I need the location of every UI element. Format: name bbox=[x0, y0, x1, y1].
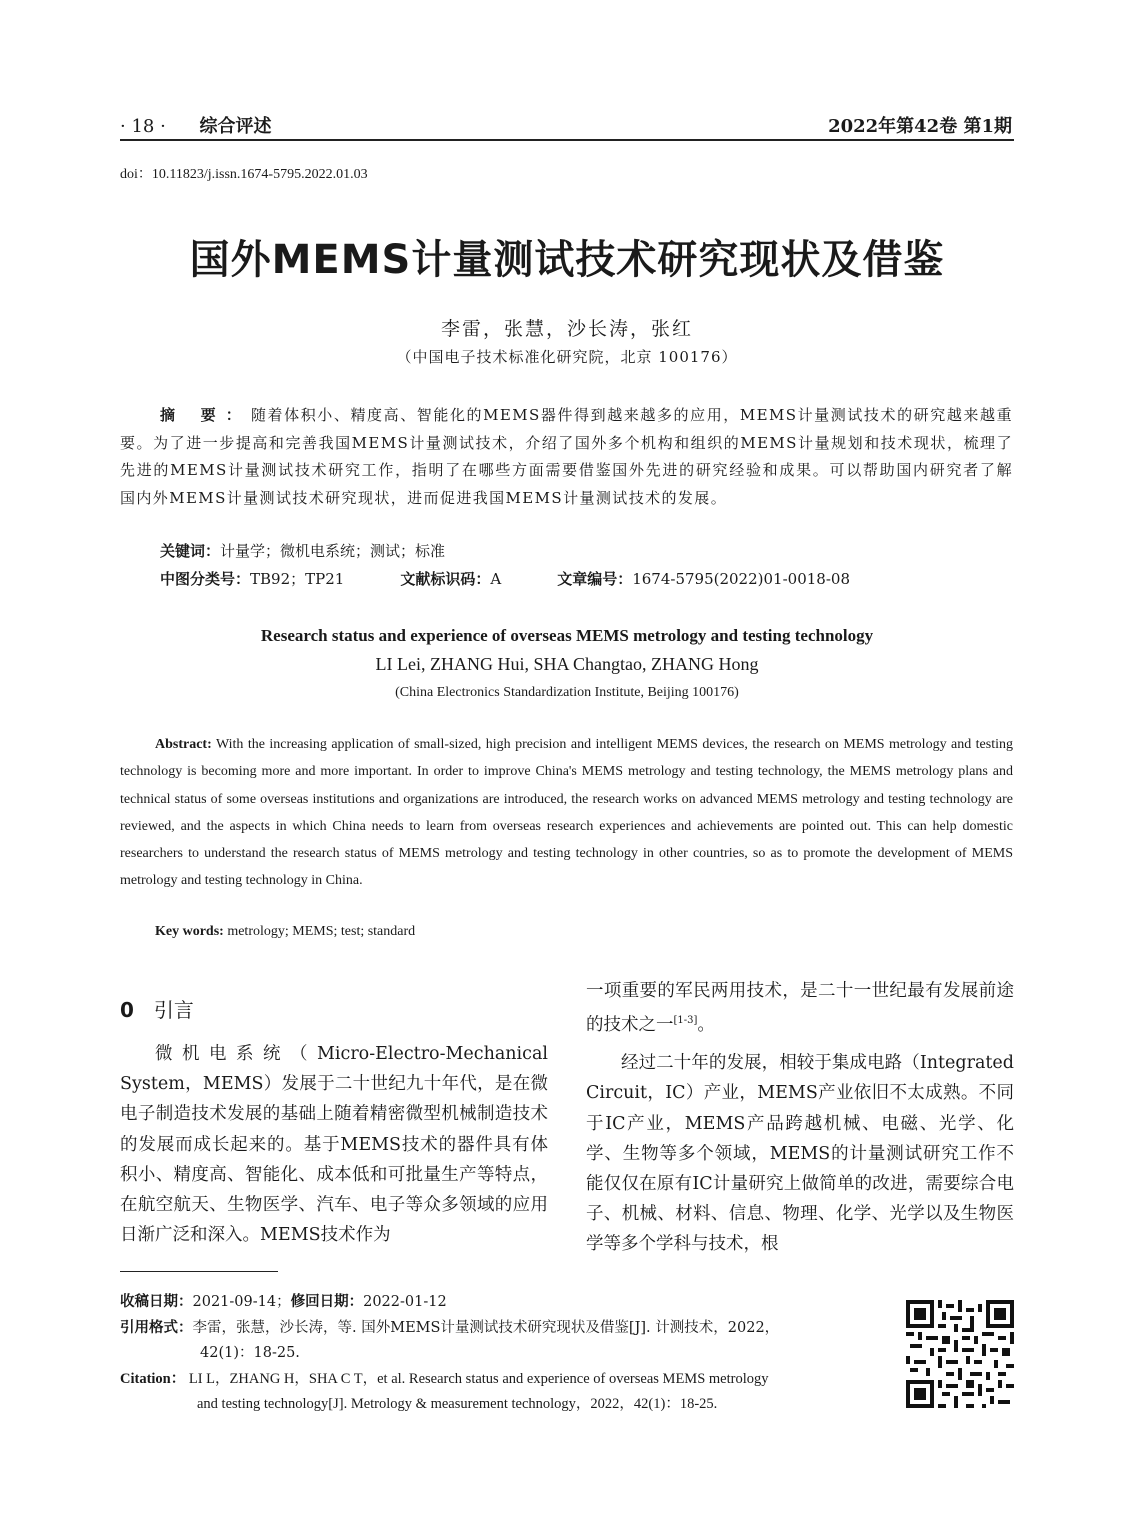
page-number: · 18 · bbox=[120, 116, 166, 137]
authors-cn: 李雷，张慧，沙长涛，张红 bbox=[440, 318, 693, 340]
article-no-value: 1674-5795(2022)01-0018-08 bbox=[632, 570, 850, 588]
keywords-en-text: metrology; MEMS; test; standard bbox=[227, 924, 416, 939]
issue-info: 2022年第42卷 第1期 bbox=[828, 116, 1012, 137]
clc-label: 中图分类号： bbox=[160, 570, 251, 588]
citation-ref[interactable]: [1-3] bbox=[673, 1015, 698, 1027]
authors-en: LI Lei, ZHANG Hui, SHA Changtao, ZHANG Hong bbox=[375, 654, 759, 674]
article-no-label: 文章编号： bbox=[557, 570, 633, 588]
citation-cn-row-2: 42(1)：18-25. bbox=[200, 1345, 300, 1361]
classification-row bbox=[160, 568, 850, 589]
doc-code-value: A bbox=[490, 570, 502, 588]
footnote-rule bbox=[120, 1271, 278, 1272]
keywords-cn-label: 关键词： bbox=[160, 542, 221, 560]
section-title: 引言 bbox=[153, 998, 194, 1022]
section-number: 0 bbox=[120, 998, 134, 1022]
abstract-en bbox=[120, 731, 1013, 895]
keywords-cn bbox=[160, 540, 445, 561]
keywords-cn-text: 计量学；微机电系统；测试；标准 bbox=[220, 542, 446, 560]
intro-paragraph-1: 微机电系统（Micro-Electro-Mechanical System，MEMS）发展于二十世纪九十年代，是在微电子制造技术发展的基础上随着精密微型机械制造技术的发展而成长起来的。基于MEMS技术的器件具有体积小、精度高、智能化、成本低和可批量生产等特点，在航空航天、生物医学、汽车、电子等众多领域的应用日渐广泛和深入。MEMS技术作为 bbox=[120, 1044, 548, 1246]
keywords-en bbox=[155, 924, 415, 940]
affiliation-cn: （中国电子技术标准化研究院，北京 100176） bbox=[396, 348, 738, 366]
section-heading bbox=[120, 994, 194, 1023]
abstract-en-label: Abstract: bbox=[155, 737, 212, 752]
qr-code-icon[interactable] bbox=[906, 1300, 1014, 1408]
affiliation-en: (China Electronics Standardization Institute, Beijing 100176) bbox=[395, 685, 739, 700]
citation-cn-row: 引用格式：李雷，张慧，沙长涛，等. 国外MEMS计量测试技术研究现状及借鉴[J]. 计测技术，2022， bbox=[120, 1319, 780, 1336]
header-rule bbox=[120, 139, 1014, 141]
section-name: 综合评述 bbox=[199, 116, 272, 137]
doi[interactable]: doi：10.11823/j.issn.1674-5795.2022.01.03 bbox=[120, 167, 368, 182]
abstract-cn bbox=[120, 402, 1013, 512]
abstract-cn-text: 随着体积小、精度高、智能化的MEMS器件得到越来越多的应用，MEMS计量测试技术的研究越来越重要。为了进一步提高和完善我国MEMS计量测试技术，介绍了国外多个机构和组织的MEMS计量规划和技术现状，梳理了先进的MEMS计量测试技术研究工作，指明了在哪些方面需要借鉴国外先进的研究经验和成果。可以帮助国内研究者了解国内外MEMS计量测试技术研究现状，进而促进我国MEMS计量测试技术的发展。 bbox=[120, 406, 1013, 507]
dates-row: 收稿日期：2021-09-14；修回日期：2022-01-12 bbox=[120, 1294, 447, 1310]
received-date: 2021-09-14； bbox=[192, 1294, 291, 1310]
abstract-cn-label: 摘 要： bbox=[160, 406, 251, 424]
paper-title-cn: 国外MEMS计量测试技术研究现状及借鉴 bbox=[189, 237, 945, 283]
keywords-en-label: Key words: bbox=[155, 924, 224, 939]
intro-paragraph-1-cont: 一项重要的军民两用技术，是二十一世纪最有发展前途的技术之一[1-3]。 bbox=[586, 981, 1014, 1036]
footnote bbox=[120, 1290, 880, 1418]
citation-en-row-2: and testing technology[J]. Metrology & measurement technology，2022，42(1)：18-25. bbox=[197, 1396, 718, 1412]
body-column-left bbox=[120, 1039, 548, 1250]
abstract-en-text: With the increasing application of small-sized, high precision and intelligent MEMS devices, the research on MEMS metrology and testing technology is becoming more and more important. In order to improve China's MEMS metrology and testing technology, the MEMS metrology plans and technical status of some overseas institutions and organizations are introduced, the research works on advanced MEMS metrology and testing technology are reviewed, and the aspects in which China needs to learn from overseas research experiences and achievements are pointed out. This can help domestic researchers to understand the research status of MEMS metrology and testing technology in other countries, so as to promote the development of MEMS metrology and testing technology in China. bbox=[120, 737, 1013, 889]
citation-en-row: Citation： LI L，ZHANG H，SHA C T，et al. Research status and experience of overseas MEMS metrology bbox=[120, 1370, 769, 1387]
body-column-right bbox=[586, 976, 1014, 1260]
intro-paragraph-2: 经过二十年的发展，相较于集成电路（Integrated Circuit，IC）产业，MEMS产业依旧不太成熟。不同于IC产业，MEMS产品跨越机械、电磁、光学、化学、生物等多个领域，MEMS的计量测试研究工作不能仅仅在原有IC计量研究上做简单的改进，需要综合电子、机械、材料、信息、物理、化学、光学以及生物医学等多个学科与技术，根 bbox=[586, 1053, 1014, 1255]
running-header-left bbox=[120, 112, 272, 138]
paper-title-en: Research status and experience of overseas MEMS metrology and testing technology bbox=[260, 626, 874, 645]
revised-date: 2022-01-12 bbox=[363, 1294, 447, 1310]
clc-value: TB92；TP21 bbox=[250, 570, 345, 588]
doc-code-label: 文献标识码： bbox=[400, 570, 491, 588]
